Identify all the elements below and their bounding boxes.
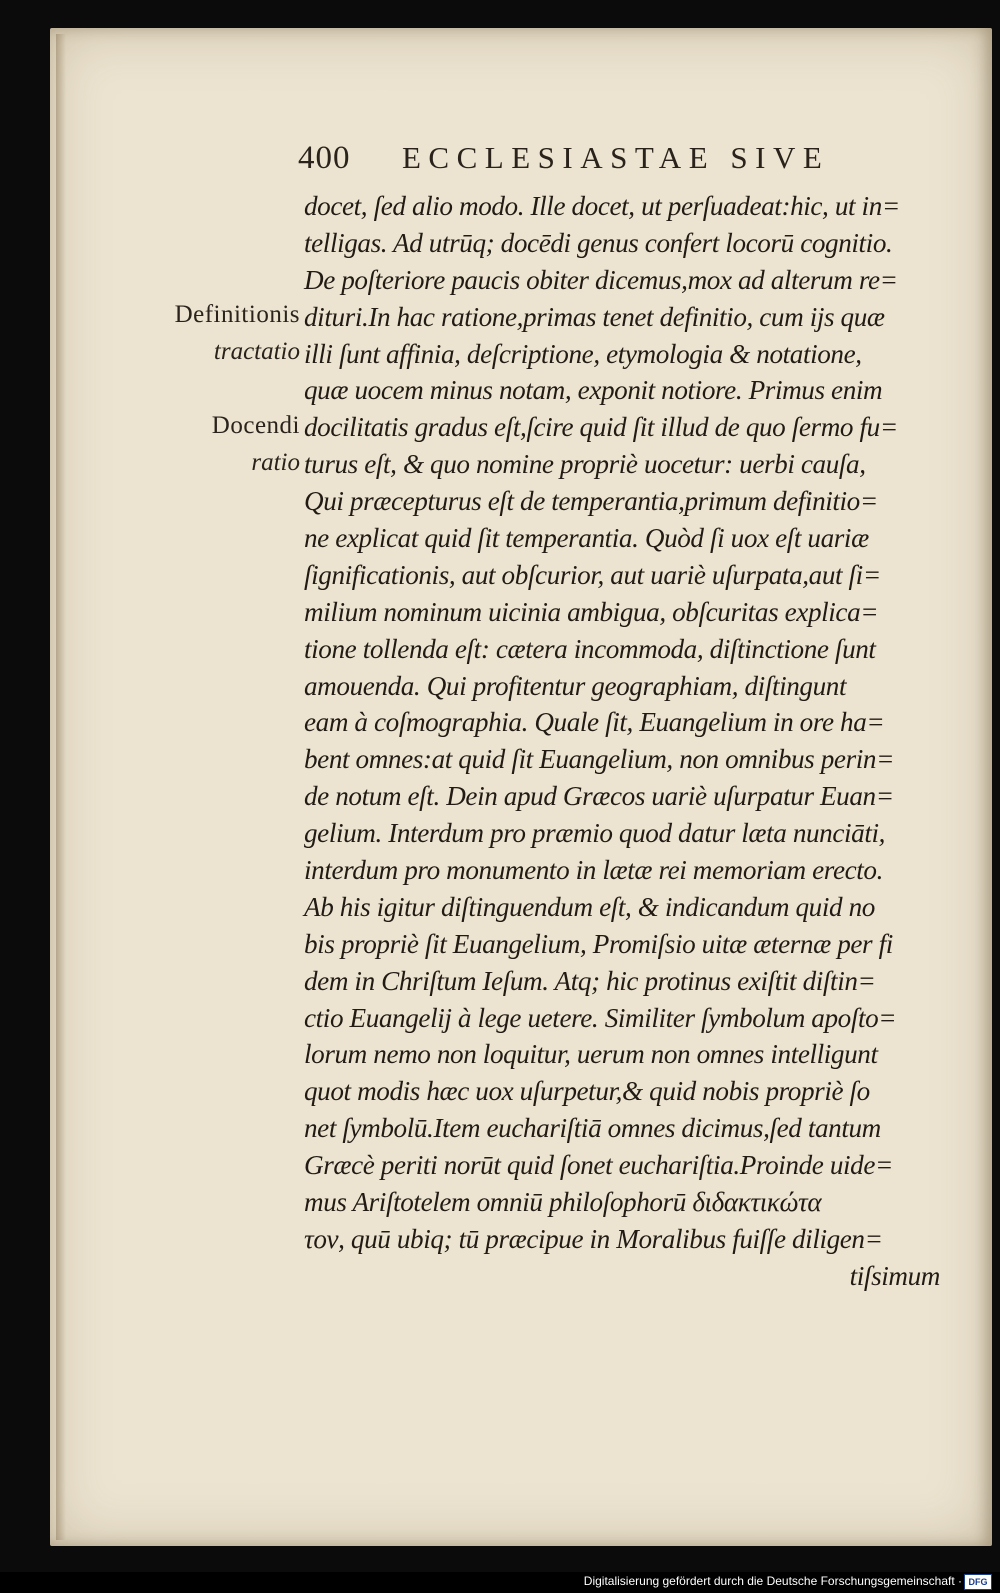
text-line: mus Ariſtotelem omniū philoſophorū διδακτικώτα [304,1187,822,1218]
text-line: dem in Chriſtum Ieſum. Atq; hic protinus exiſtit diſtin= [304,965,876,996]
text-line: ctio Euangelij à lege uetere. Similiter ſymbolum apoſto= [304,1002,897,1033]
text-line: bent omnes:at quid ſit Euangelium, non omnibus perin= [304,744,894,775]
marginal-note-line: ratio [251,448,300,476]
text-line: turus eſt, & quo nomine propriè uocetur: uerbi cauſa, [304,449,866,480]
marginal-note-docendi [140,408,300,482]
text-line: ſignificationis, aut obſcurior, aut uariè uſurpata,aut ſi= [304,559,881,590]
text-line: ne explicat quid ſit temperantia. Quòd ſi uox eſt uariæ [304,523,869,554]
page-gutter-shadow [56,34,66,1540]
text-line: dituri.In hac ratione,primas tenet definitio, cum ijs quæ [304,301,885,332]
text-line: tione tollenda eſt: cætera incommoda, diſtinctione ſunt [304,633,876,664]
text-line: eam à coſmographia. Quale ſit, Euangelium in ore ha= [304,707,885,738]
text-line: Græcè periti norūt quid ſonet euchariſtia.Proinde uide= [304,1150,893,1181]
text-line: de notum eſt. Dein apud Græcos uariè uſurpatur Euan= [304,781,894,812]
text-line: De poſteriore paucis obiter dicemus,mox ad alterum re= [304,264,898,295]
text-line: quot modis hæc uox uſurpetur,& quid nobis propriè ſo [304,1076,870,1107]
text-line: gelium. Interdum pro præmio quod datur læta nunciāti, [304,818,886,849]
text-line: amouenda. Qui profitentur geographiam, diſtingunt [304,670,847,701]
text-line: Qui præcepturus eſt de temperantia,primum definitio= [304,486,878,517]
text-line: illi ſunt affinia, deſcriptione, etymologia & notatione, [304,338,862,369]
text-line: net ſymbolū.Item euchariſtiā omnes dicimus,ſed tantum [304,1113,881,1144]
marginal-note-definitionis [140,297,300,371]
text-line: τον, quū ubiq; tū præcipue in Moralibus fuiſſe diligen= [304,1223,883,1254]
text-line: bis propriè ſit Euangelium, Promiſsio uitæ æternæ per fi [304,928,893,959]
funding-credit: Digitalisierung gefördert durch die Deutsche Forschungsgemeinschaft · [583,1574,962,1588]
text-line: interdum pro monumento in lætæ rei memoriam erecto. [304,855,883,886]
text-line: docilitatis gradus eſt,ſcire quid ſit illud de quo ſermo fu= [304,412,898,443]
catchword: tiſsimum [849,1260,940,1291]
page-number: 400 [298,140,351,176]
text-line: telligas. Ad utrūq; docēdi genus confert locorū cognitio. [304,227,893,258]
text-line: milium nominum uicinia ambigua, obſcuritas explica= [304,596,879,627]
running-head [298,140,918,180]
dfg-logo: DFG [964,1574,992,1590]
marginal-note-line: Docendi [211,412,300,439]
body-text [304,188,952,1295]
text-line: quæ uocem minus notam, exponit notiore. Primus enim [304,375,883,406]
marginal-note-line: Definitionis [174,301,300,328]
running-title: ECCLESIASTAE SIVE [402,140,830,175]
text-line: Ab his igitur diſtinguendum eſt, & indicandum quid no [304,891,875,922]
text-line: docet, ſed alio modo. Ille docet, ut perſuadeat:hic, ut in= [304,191,900,221]
text-line: lorum nemo non loquitur, uerum non omnes intelligunt [304,1039,878,1070]
marginal-note-line: tractatio [213,337,300,365]
